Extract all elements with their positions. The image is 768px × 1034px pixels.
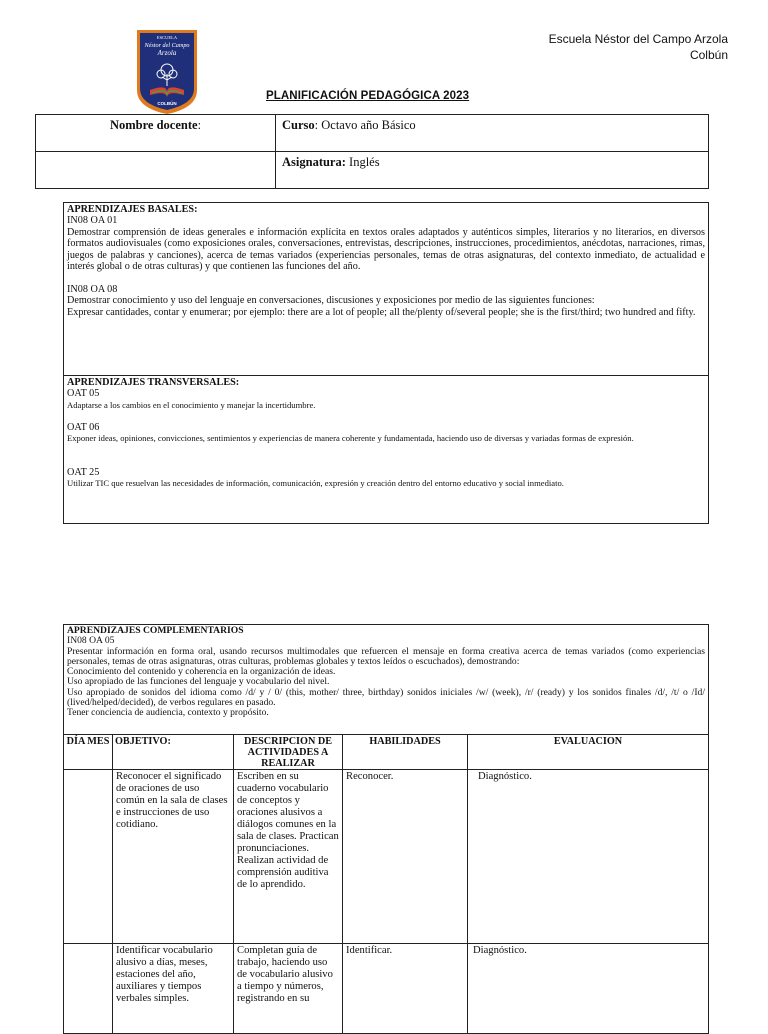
logo-bottom-text: COLBÚN bbox=[157, 101, 177, 106]
row-evaluacion: Diagnóstico. bbox=[468, 944, 709, 1034]
table-row bbox=[64, 770, 709, 944]
logo-name-line1: Néstor del Campo bbox=[144, 42, 190, 49]
row-habilidades: Identificar. bbox=[343, 944, 468, 1034]
docente-label: Nombre docente bbox=[109, 118, 198, 132]
comp-line1: Presentar información en forma oral, usando recursos multimodales que refuercen el mensaje en forma creativa acerca de temas variados (como experiencias personales, temas de otras asignaturas, otras culturas, problemas globales y textos leídos o escuchados), demostrando: bbox=[67, 645, 705, 667]
curso-value: : Octavo año Básico bbox=[314, 118, 416, 132]
basales-heading: APRENDIZAJES BASALES: bbox=[67, 204, 198, 215]
asignatura-label: Asignatura: bbox=[282, 155, 346, 169]
docente-label-suffix: : bbox=[197, 118, 202, 132]
oa5-code: IN08 OA 05 bbox=[67, 635, 115, 647]
oa8-code: IN08 OA 08 bbox=[67, 283, 118, 295]
school-name: Escuela Néstor del Campo Arzola bbox=[548, 32, 728, 46]
comp-line4: Uso apropiado de sonidos del idioma como /d/ y / 0/ (this, mother/ three, birthday) sonidos iniciales /w/ (week), /r/ (ready) y los sonidos finales /d/, /t/ o /Id/ (lived/helped/decided), de verbos regulares en pasado. bbox=[67, 686, 705, 709]
oat25-code: OAT 25 bbox=[67, 466, 100, 478]
logo-top-text: ESCUELA bbox=[156, 35, 178, 40]
header-habilidades: HABILIDADES bbox=[343, 735, 468, 770]
asignatura-cell bbox=[276, 152, 709, 189]
complementarios-heading: APRENDIZAJES COMPLEMENTARIOS bbox=[67, 625, 244, 636]
curso-cell bbox=[276, 115, 709, 152]
header-descripcion: DESCRIPCION DE ACTIVIDADES A REALIZAR bbox=[234, 735, 343, 770]
planning-table bbox=[63, 734, 709, 1034]
oat05-code: OAT 05 bbox=[67, 388, 100, 400]
transversales-section bbox=[63, 375, 709, 524]
row-objetivo: Reconocer el significado de oraciones de uso común en la sala de clases e instrucciones de uso cotidiano. bbox=[113, 770, 234, 944]
curso-label: Curso bbox=[282, 118, 315, 132]
oa8-text1: Demostrar conocimiento y uso del lenguaje en conversaciones, discusiones y exposiciones por medio de las siguientes funciones: bbox=[67, 295, 595, 307]
oat06-code: OAT 06 bbox=[67, 421, 100, 433]
row-objetivo: Identificar vocabulario alusivo a días, meses, estaciones del año, auxiliares y tiempos verbales simples. bbox=[113, 944, 234, 1034]
table-row bbox=[64, 944, 709, 1034]
row-descripcion: Completan guía de trabajo, haciendo uso de vocabulario alusivo a tiempo y números, registrando en su bbox=[234, 944, 343, 1034]
comp-line3: Uso apropiado de las funciones del lenguaje y vocabulario del nivel. bbox=[67, 676, 330, 688]
oat06-text: Exponer ideas, opiniones, convicciones, sentimientos y experiencias de manera coherente y fundamentada, haciendo uso de diversas y variadas formas de expresión. bbox=[67, 433, 634, 444]
basales-section bbox=[63, 202, 709, 376]
row-descripcion: Escriben en su cuaderno vocabulario de conceptos y oraciones alusivos a diálogos comunes en la sala de clases. Practican pronunciaciones. Realizan actividad de comprensión auditiva de lo aprendido. bbox=[234, 770, 343, 944]
oat05-text: Adaptarse a los cambios en el conocimiento y manejar la incertidumbre. bbox=[67, 399, 316, 410]
asignatura-value: Inglés bbox=[345, 155, 380, 169]
header-evaluacion: EVALUACION bbox=[468, 735, 709, 770]
comp-line5: Tener conciencia de audiencia, contexto y propósito. bbox=[67, 707, 269, 719]
comp-line2: Conocimiento del contenido y coherencia en la organización de ideas. bbox=[67, 666, 336, 678]
docente-value-cell bbox=[36, 152, 276, 189]
row-dia bbox=[64, 770, 113, 944]
header-dia: DÍA MES bbox=[64, 735, 113, 770]
planning-header-row bbox=[64, 735, 709, 770]
logo-name-line2: Arzola bbox=[157, 49, 177, 57]
document-title: PLANIFICACIÓN PEDAGÓGICA 2023 bbox=[266, 90, 470, 102]
oa1-text: Demostrar comprensión de ideas generales e información explícita en textos orales adaptados y auténticos simples, literarios y no literarios, en diversos formatos audiovisuales (como exposiciones orales, conversaciones, entrevistas, descripciones, instrucciones, procedimientos, anécdotas, narraciones, rimas, juegos de palabras y canciones), acerca de temas variados (experiencias personales, temas de otras asignaturas, del contexto inmediato, de actualidad e interés global o de otras culturas) y que contienen las funciones del año. bbox=[67, 226, 705, 273]
row-dia bbox=[64, 944, 113, 1034]
school-logo bbox=[134, 28, 200, 116]
oa1-code: IN08 OA 01 bbox=[67, 215, 118, 227]
row-habilidades: Reconocer. bbox=[343, 770, 468, 944]
info-table bbox=[35, 114, 709, 189]
oa8-text2: Expresar cantidades, contar y enumerar; por ejemplo: there are a lot of people; all the/plenty of/several people; she is the first/third; two hundred and fifty. bbox=[67, 306, 696, 318]
school-city: Colbún bbox=[689, 48, 728, 62]
oat25-text: Utilizar TIC que resuelvan las necesidades de información, comunicación, expresión y creación dentro del entorno educativo y social inmediato. bbox=[67, 478, 564, 489]
docente-label-cell bbox=[36, 115, 276, 152]
header-objetivo: OBJETIVO: bbox=[113, 735, 234, 770]
complementarios-section bbox=[63, 624, 709, 735]
row-evaluacion: Diagnóstico. bbox=[468, 770, 709, 944]
transversales-heading: APRENDIZAJES TRANSVERSALES: bbox=[67, 377, 240, 388]
